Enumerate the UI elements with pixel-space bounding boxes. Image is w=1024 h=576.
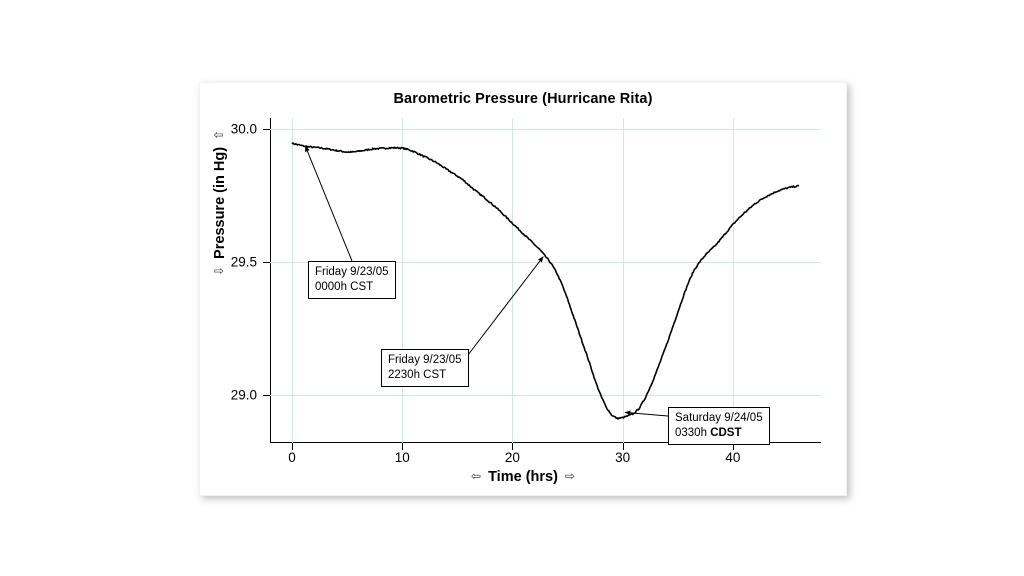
x-tick — [623, 443, 624, 450]
y-tick — [263, 129, 270, 130]
x-tick — [402, 443, 403, 450]
y-axis-label-text: Pressure (in Hg) — [212, 146, 228, 259]
x-tick-label: 10 — [394, 450, 410, 465]
annotation-mid-line1: Friday 9/23/05 — [388, 354, 462, 366]
x-axis-label — [200, 469, 846, 485]
chart-title: Barometric Pressure (Hurricane Rita) — [393, 91, 653, 107]
annotation-mid-line2: 2230h CST — [388, 368, 447, 381]
x-tick — [512, 443, 513, 450]
x-tick — [292, 443, 293, 450]
annotation-min-line2-bold: CDST — [710, 426, 742, 439]
y-tick-label: 30.0 — [230, 121, 257, 137]
y-axis-arrow-down-icon: ⇩ — [212, 265, 226, 276]
x-tick-label: 40 — [725, 450, 741, 465]
y-tick — [263, 262, 270, 263]
annotation-start — [308, 261, 396, 299]
x-axis-arrow-left-icon: ⇦ — [471, 469, 482, 483]
annotation-min — [668, 407, 770, 445]
annotation-mid — [381, 349, 469, 387]
annotation-min-line1: Saturday 9/24/05 — [675, 412, 763, 424]
annotation-start-line1: Friday 9/23/05 — [315, 266, 389, 278]
annotation-min-line2-plain: 0330h — [675, 426, 711, 439]
y-tick-label: 29.0 — [230, 387, 257, 403]
y-tick-label: 29.5 — [230, 254, 257, 270]
y-axis-arrow-up-icon: ⇧ — [212, 129, 226, 140]
x-tick-label: 20 — [504, 450, 520, 465]
x-axis-arrow-right-icon: ⇨ — [564, 469, 575, 483]
chart-card — [199, 82, 847, 496]
annotation-start-line2: 0000h CST — [315, 280, 374, 293]
y-axis-label — [212, 123, 228, 283]
y-tick — [263, 395, 270, 396]
annotation-min-line2 — [675, 426, 763, 441]
x-tick-label: 30 — [615, 450, 631, 465]
x-tick-label: 0 — [288, 450, 296, 465]
x-axis-label-text: Time (hrs) — [488, 469, 558, 485]
